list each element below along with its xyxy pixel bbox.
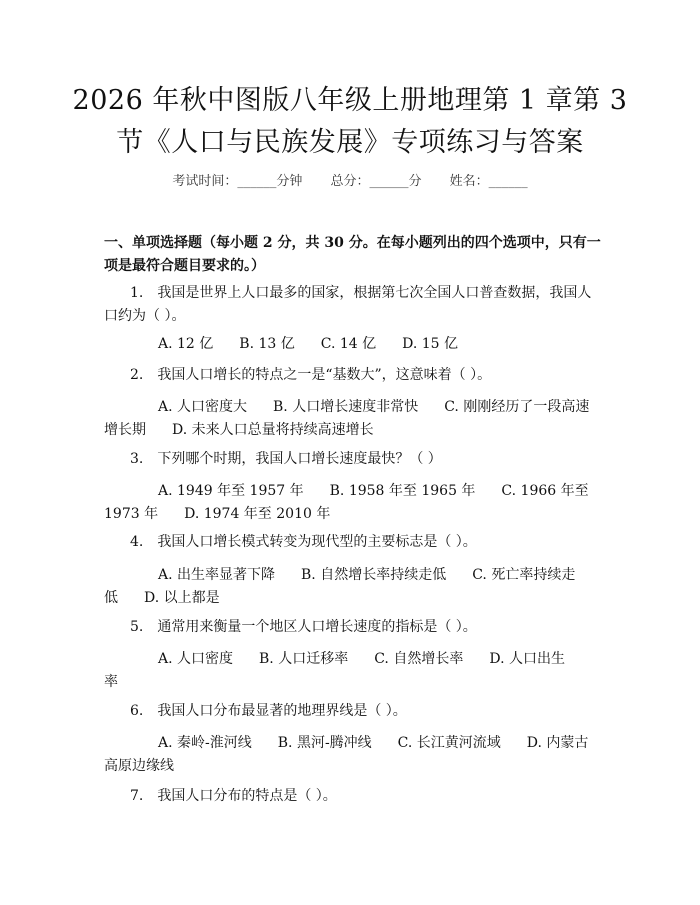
question-stem: 5. 通常用来衡量一个地区人口增长速度的指标是（ ）。 bbox=[130, 619, 477, 635]
question-stem: 1. 我国是世界上人口最多的国家，根据第七次全国人口普查数据，我国人口约为（ ）。 bbox=[104, 285, 592, 324]
exam-time: 考试时间：______分钟 bbox=[172, 174, 303, 189]
title-line-1: 2026 年秋中图版八年级上册地理第 1 章第 3 bbox=[72, 85, 628, 116]
exam-meta bbox=[0, 170, 700, 189]
options-6 bbox=[104, 732, 600, 778]
page-title bbox=[60, 80, 640, 164]
option-a: A. 12 亿 bbox=[158, 336, 214, 352]
question-5 bbox=[104, 616, 600, 639]
option-a: A. 人口密度 bbox=[158, 651, 234, 667]
option-d: D. 内蒙古高原边缘线 bbox=[104, 735, 589, 774]
option-d: D. 人口出生率 bbox=[104, 651, 565, 690]
option-c: C. 14 亿 bbox=[320, 336, 377, 352]
option-d: D. 未来人口总量将持续高速增长 bbox=[172, 422, 374, 438]
option-c: C. 1966 年至 1973 年 bbox=[104, 483, 589, 522]
question-3 bbox=[104, 448, 600, 471]
option-c: C. 死亡率持续走低 bbox=[104, 567, 576, 606]
title-line-2: 节《人口与民族发展》专项练习与答案 bbox=[116, 127, 584, 158]
options-1 bbox=[104, 333, 600, 356]
question-2 bbox=[104, 364, 600, 387]
question-stem: 4. 我国人口增长模式转变为现代型的主要标志是（ ）。 bbox=[130, 534, 477, 550]
options-3 bbox=[104, 480, 600, 526]
options-2 bbox=[104, 396, 600, 442]
options-4 bbox=[104, 564, 600, 610]
option-c: C. 自然增长率 bbox=[374, 651, 464, 667]
student-name: 姓名：______ bbox=[449, 174, 528, 189]
option-a: A. 秦岭-淮河线 bbox=[158, 735, 252, 751]
option-d: D. 以上都是 bbox=[144, 590, 220, 606]
options-5 bbox=[104, 648, 600, 694]
option-d: D. 1974 年至 2010 年 bbox=[184, 506, 331, 522]
exam-score: 总分：______分 bbox=[330, 174, 422, 189]
question-stem: 3. 下列哪个时期，我国人口增长速度最快？（ ） bbox=[130, 451, 442, 467]
option-b: B. 自然增长率持续走低 bbox=[301, 567, 447, 583]
option-b: B. 13 亿 bbox=[239, 336, 295, 352]
question-stem: 6. 我国人口分布最显著的地理界线是（ ）。 bbox=[130, 703, 407, 719]
question-4 bbox=[104, 531, 600, 554]
section-heading: 一、单项选择题（每小题 2 分，共 30 分。在每小题列出的四个选项中，只有一项是最符合题目要求的。） bbox=[104, 235, 601, 274]
option-c: C. 刚刚经历了一段高速增长期 bbox=[104, 399, 590, 438]
question-1 bbox=[104, 282, 600, 328]
question-7 bbox=[104, 785, 600, 808]
option-a: A. 出生率显著下降 bbox=[158, 567, 276, 583]
question-6 bbox=[104, 700, 600, 723]
option-c: C. 长江黄河流域 bbox=[397, 735, 501, 751]
question-stem: 2. 我国人口增长的特点之一是“基数大”，这意味着（ ）。 bbox=[130, 367, 492, 383]
option-a: A. 人口密度大 bbox=[158, 399, 248, 415]
question-stem: 7. 我国人口分布的特点是（ ）。 bbox=[130, 788, 337, 804]
option-b: B. 黑河-腾冲线 bbox=[277, 735, 372, 751]
option-d: D. 15 亿 bbox=[402, 336, 459, 352]
option-b: B. 人口增长速度非常快 bbox=[273, 399, 419, 415]
option-b: B. 人口迁移率 bbox=[259, 651, 349, 667]
option-b: B. 1958 年至 1965 年 bbox=[329, 483, 476, 499]
option-a: A. 1949 年至 1957 年 bbox=[158, 483, 304, 499]
